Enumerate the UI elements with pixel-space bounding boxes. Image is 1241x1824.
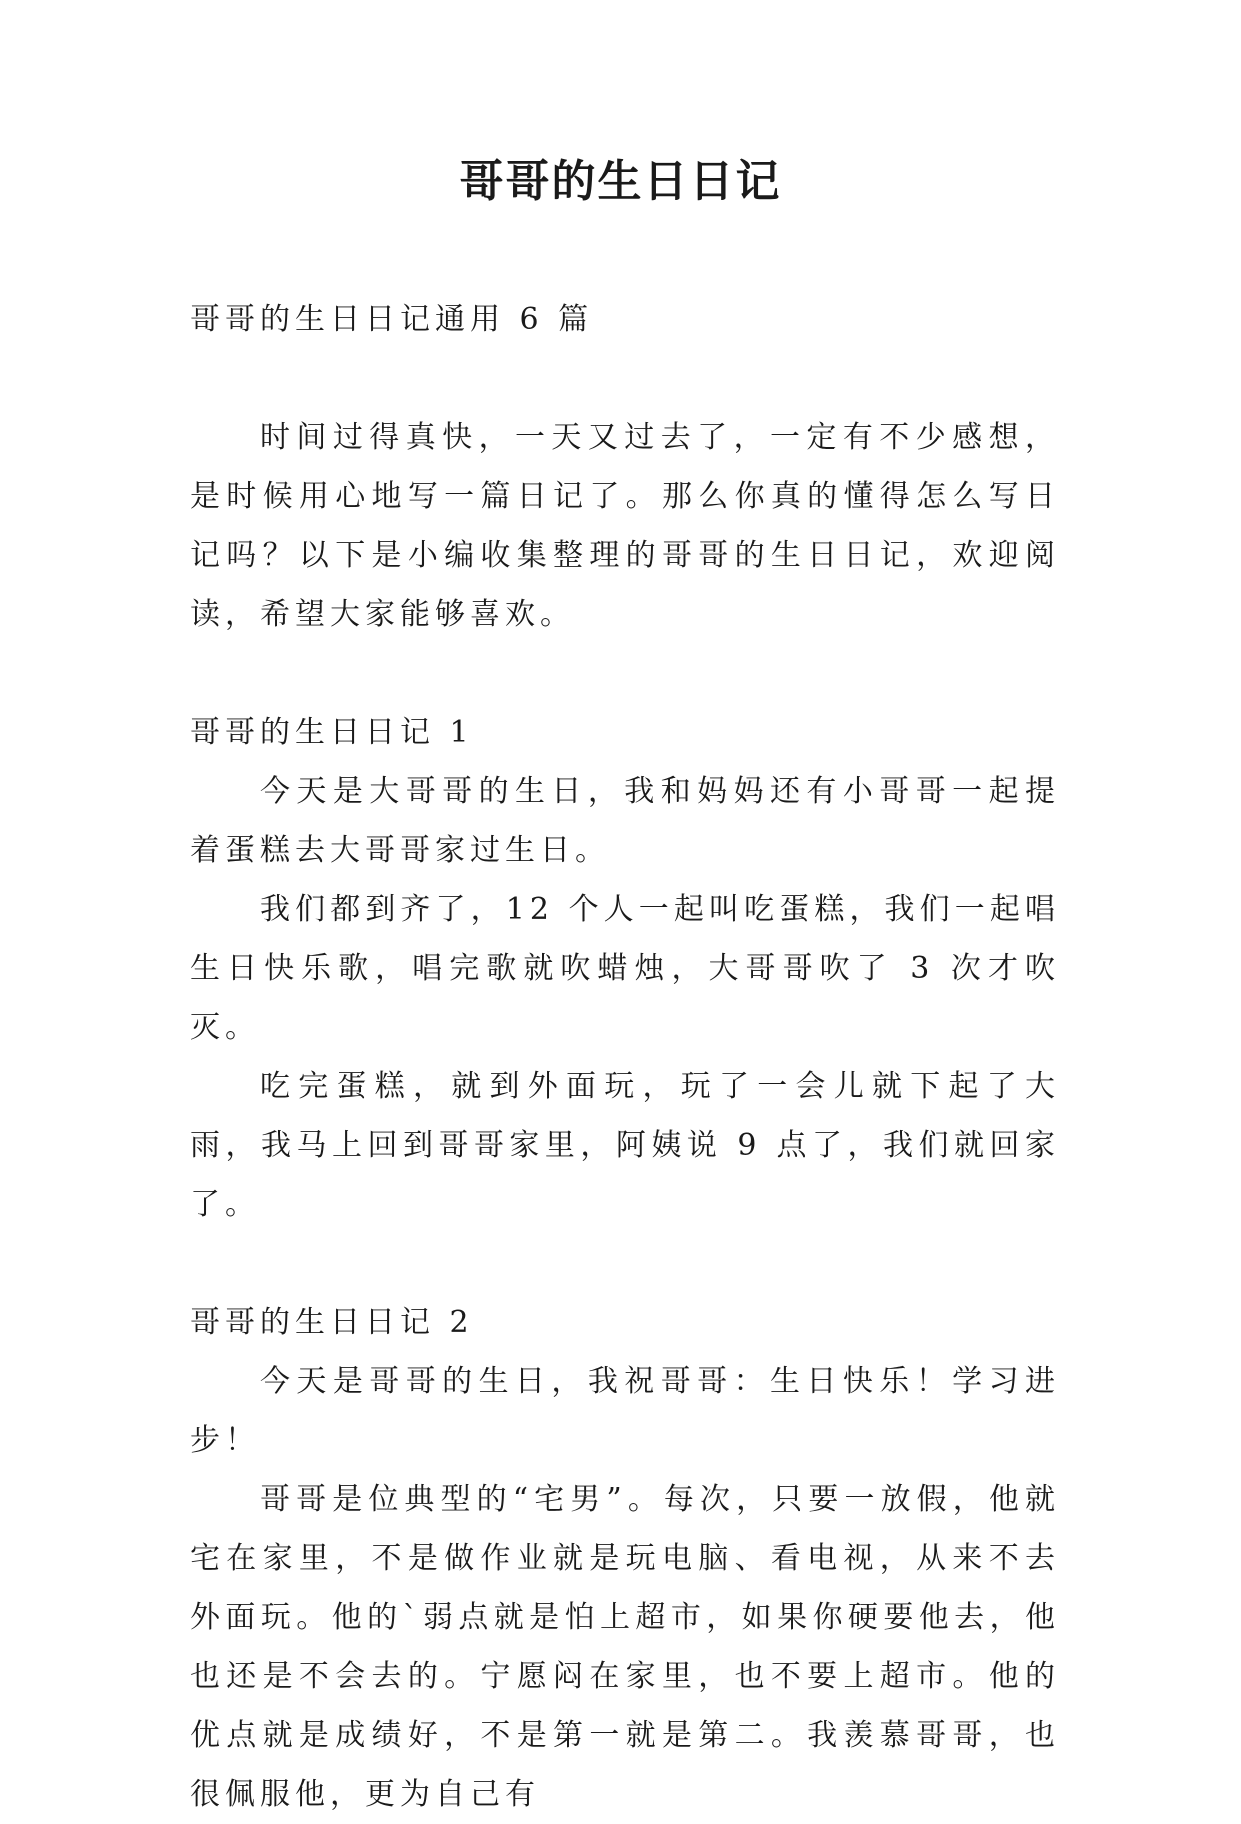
section-2-paragraph-1: 今天是哥哥的生日，我祝哥哥：生日快乐！学习进步！ [190,1364,1060,1458]
document-subtitle: 哥哥的生日日记通用 6 篇 [190,302,594,337]
section-heading-2: 哥哥的生日日记 2 [190,1305,474,1340]
section-1-paragraph-1: 今天是大哥哥的生日，我和妈妈还有小哥哥一起提着蛋糕去大哥哥家过生日。 [190,774,1060,868]
section-1-paragraph-3: 吃完蛋糕，就到外面玩，玩了一会儿就下起了大雨，我马上回到哥哥家里，阿姨说 9 点了，我们就回家了。 [190,1069,1060,1222]
section-2-paragraph-2: 哥哥是位典型的“宅男”。每次，只要一放假，他就宅在家里，不是做作业就是玩电脑、看电视，从来不去外面玩。他的`弱点就是怕上超市，如果你硬要他去，他也还是不会去的。宁愿闷在家里，也不要上超市。他的优点就是成绩好，不是第一就是第二。我羡慕哥哥，也很佩服他，更为自己有 [190,1482,1060,1812]
intro-paragraph: 时间过得真快，一天又过去了，一定有不少感想，是时候用心地写一篇日记了。那么你真的懂得怎么写日记吗？以下是小编收集整理的哥哥的生日日记，欢迎阅读，希望大家能够喜欢。 [190,420,1060,632]
document-title: 哥哥的生日日记 [459,156,782,207]
section-heading-1: 哥哥的生日日记 1 [190,715,474,750]
section-1-paragraph-2: 我们都到齐了，12 个人一起叫吃蛋糕，我们一起唱生日快乐歌，唱完歌就吹蜡烛，大哥哥吹了 3 次才吹灭。 [190,892,1060,1045]
document-body [190,290,1060,1824]
